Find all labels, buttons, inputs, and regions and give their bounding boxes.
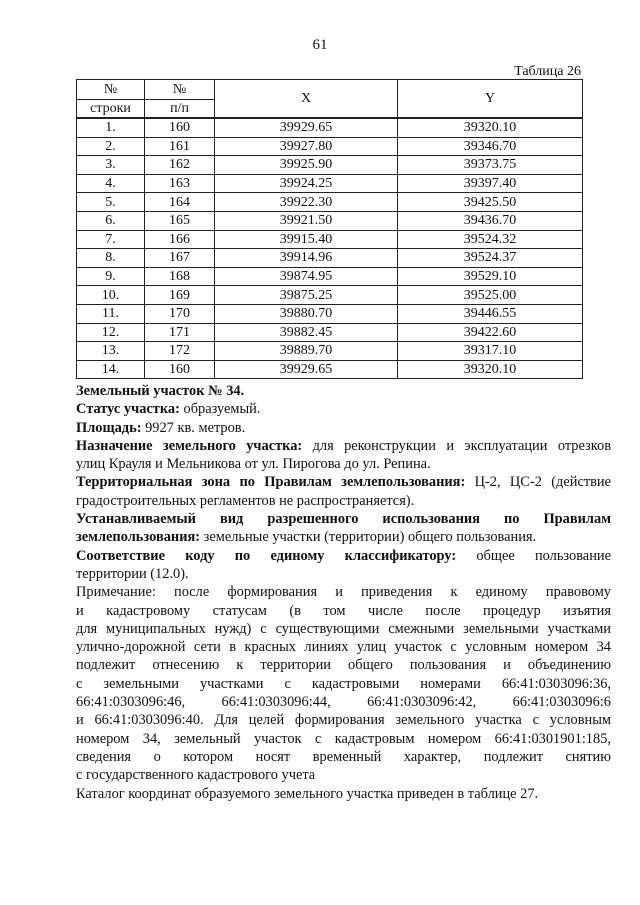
catalog-note bbox=[76, 785, 611, 803]
cell-point-number: 167 bbox=[145, 249, 215, 268]
purpose-line-2: улиц Крауля и Мельникова от ул. Пирогова до ул. Репина. bbox=[76, 456, 431, 473]
note-line: подлежит отнесению к территории общего пользования и объединению bbox=[76, 657, 611, 674]
cell-y: 39524.37 bbox=[398, 249, 583, 268]
cell-x: 39922.30 bbox=[215, 193, 398, 212]
code-value-1: общее пользование bbox=[456, 547, 611, 564]
cell-y: 39436.70 bbox=[398, 211, 583, 230]
zone-line-2: градостроительных регламентов не распространяется). bbox=[76, 492, 415, 509]
table-row bbox=[77, 360, 583, 379]
note-line: сведения о котором носят временный характер, подлежит снятию bbox=[76, 748, 611, 765]
cell-x: 39927.80 bbox=[215, 137, 398, 156]
cell-x: 39924.25 bbox=[215, 174, 398, 193]
use-value: земельные участки (территории) общего пользования. bbox=[200, 529, 537, 546]
note-line: и кадастровому статусам (в том числе после процедур изъятия bbox=[76, 602, 611, 619]
cell-y: 39446.55 bbox=[398, 304, 583, 323]
header-row-number: № bbox=[77, 80, 145, 100]
parcel-zone bbox=[76, 473, 611, 510]
cell-row-number: 13. bbox=[77, 342, 145, 361]
cell-y: 39320.10 bbox=[398, 360, 583, 379]
cell-x: 39929.65 bbox=[215, 360, 398, 379]
cell-x: 39875.25 bbox=[215, 286, 398, 305]
cell-point-number: 171 bbox=[145, 323, 215, 342]
parcel-title-text: Земельный участок № 34. bbox=[76, 383, 245, 399]
cell-point-number: 168 bbox=[145, 267, 215, 286]
zone-label: Территориальная зона по Правилам землепользования: bbox=[76, 474, 466, 491]
cell-row-number: 7. bbox=[77, 230, 145, 249]
area-value: 9927 кв. метров. bbox=[141, 419, 246, 436]
table-row bbox=[77, 267, 583, 286]
cell-point-number: 163 bbox=[145, 174, 215, 193]
code-line-2: территории (12.0). bbox=[76, 565, 189, 582]
cell-point-number: 170 bbox=[145, 304, 215, 323]
cell-point-number: 162 bbox=[145, 156, 215, 175]
table-row bbox=[77, 211, 583, 230]
table-row bbox=[77, 174, 583, 193]
header-point-number-sub: п/п bbox=[145, 100, 215, 119]
cell-x: 39925.90 bbox=[215, 156, 398, 175]
note-line: и 66:41:0303096:40. Для целей формирования земельного участка с условным bbox=[76, 712, 611, 729]
table-caption: Таблица 26 bbox=[514, 64, 581, 79]
table-row bbox=[77, 286, 583, 305]
table-row bbox=[77, 193, 583, 212]
cell-x: 39915.40 bbox=[215, 230, 398, 249]
cell-y: 39373.75 bbox=[398, 156, 583, 175]
cell-x: 39880.70 bbox=[215, 304, 398, 323]
purpose-value-1: для реконструкции и эксплуатации отрезков bbox=[302, 437, 611, 454]
cell-y: 39422.60 bbox=[398, 323, 583, 342]
parcel-code bbox=[76, 547, 611, 584]
table-row bbox=[77, 230, 583, 249]
cell-point-number: 165 bbox=[145, 211, 215, 230]
cell-point-number: 161 bbox=[145, 137, 215, 156]
note-line: Примечание: после формирования и приведения к единому правовому bbox=[76, 584, 611, 601]
cell-row-number: 10. bbox=[77, 286, 145, 305]
use-label-2: землепользования: bbox=[76, 529, 201, 546]
parcel-status bbox=[76, 400, 611, 418]
purpose-line-1 bbox=[76, 437, 611, 455]
cell-row-number: 1. bbox=[77, 118, 145, 137]
cell-y: 39320.10 bbox=[398, 118, 583, 137]
cell-y: 39525.00 bbox=[398, 286, 583, 305]
cell-row-number: 8. bbox=[77, 249, 145, 268]
code-label: Соответствие коду по единому классификатору: bbox=[76, 547, 457, 564]
cell-row-number: 4. bbox=[77, 174, 145, 193]
cell-row-number: 11. bbox=[77, 304, 145, 323]
parcel-title bbox=[76, 382, 611, 400]
table-row bbox=[77, 304, 583, 323]
cell-point-number: 160 bbox=[145, 118, 215, 137]
parcel-area bbox=[76, 419, 611, 437]
table-row bbox=[77, 342, 583, 361]
status-label: Статус участка: bbox=[76, 401, 180, 418]
cell-x: 39874.95 bbox=[215, 267, 398, 286]
code-line-1 bbox=[76, 547, 611, 565]
zone-value-1: Ц-2, ЦС-2 (действие bbox=[465, 474, 612, 491]
purpose-label: Назначение земельного участка: bbox=[76, 437, 303, 454]
cell-x: 39889.70 bbox=[215, 342, 398, 361]
parcel-use bbox=[76, 510, 611, 547]
note-line: для муниципальных нужд) с существующими смежными земельными участками bbox=[76, 620, 611, 637]
area-label: Площадь: bbox=[76, 419, 142, 436]
table-row bbox=[77, 118, 583, 137]
page-number: 61 bbox=[312, 37, 328, 53]
cell-y: 39346.70 bbox=[398, 137, 583, 156]
table-row bbox=[77, 137, 583, 156]
cell-row-number: 2. bbox=[77, 137, 145, 156]
parcel-purpose bbox=[76, 437, 611, 474]
table-row bbox=[77, 249, 583, 268]
cell-y: 39317.10 bbox=[398, 342, 583, 361]
status-value: образуемый. bbox=[179, 401, 261, 418]
cell-point-number: 166 bbox=[145, 230, 215, 249]
use-line-2 bbox=[76, 528, 611, 546]
cell-x: 39921.50 bbox=[215, 211, 398, 230]
table-header-row bbox=[77, 80, 583, 100]
header-x: X bbox=[215, 80, 398, 119]
note-line: с государственного кадастрового учета bbox=[76, 767, 316, 784]
zone-line-1 bbox=[76, 473, 611, 491]
table-row bbox=[77, 156, 583, 175]
header-y: Y bbox=[398, 80, 583, 119]
parcel-note bbox=[76, 583, 611, 784]
note-line: 66:41:0303096:46, 66:41:0303096:44, 66:41:0303096:42, 66:41:0303096:6 bbox=[76, 694, 611, 711]
note-line: улично-дорожной сети в красных линиях улиц участок с условным номером 34 bbox=[76, 639, 611, 656]
cell-row-number: 6. bbox=[77, 211, 145, 230]
table-row bbox=[77, 323, 583, 342]
cell-y: 39425.50 bbox=[398, 193, 583, 212]
cell-row-number: 3. bbox=[77, 156, 145, 175]
use-line-1: Устанавливаемый вид разрешенного использования по Правилам bbox=[76, 511, 611, 528]
cell-row-number: 9. bbox=[77, 267, 145, 286]
table-body bbox=[77, 118, 583, 379]
header-point-number: № bbox=[145, 80, 215, 100]
cell-x: 39882.45 bbox=[215, 323, 398, 342]
coordinates-table bbox=[76, 79, 583, 379]
note-line: с земельными участками с кадастровыми номерами 66:41:0303096:36, bbox=[76, 675, 611, 692]
cell-point-number: 169 bbox=[145, 286, 215, 305]
cell-x: 39929.65 bbox=[215, 118, 398, 137]
cell-y: 39524.32 bbox=[398, 230, 583, 249]
cell-point-number: 164 bbox=[145, 193, 215, 212]
note-line: номером 34, земельный участок с кадастровым номером 66:41:0301901:185, bbox=[76, 730, 611, 747]
cell-point-number: 160 bbox=[145, 360, 215, 379]
catalog-note-text: Каталог координат образуемого земельного участка приведен в таблице 27. bbox=[76, 785, 539, 802]
cell-row-number: 5. bbox=[77, 193, 145, 212]
cell-row-number: 12. bbox=[77, 323, 145, 342]
cell-point-number: 172 bbox=[145, 342, 215, 361]
header-row-number-sub: строки bbox=[77, 100, 145, 119]
cell-y: 39397.40 bbox=[398, 174, 583, 193]
cell-row-number: 14. bbox=[77, 360, 145, 379]
parcel-description bbox=[76, 382, 611, 803]
cell-x: 39914.96 bbox=[215, 249, 398, 268]
cell-y: 39529.10 bbox=[398, 267, 583, 286]
